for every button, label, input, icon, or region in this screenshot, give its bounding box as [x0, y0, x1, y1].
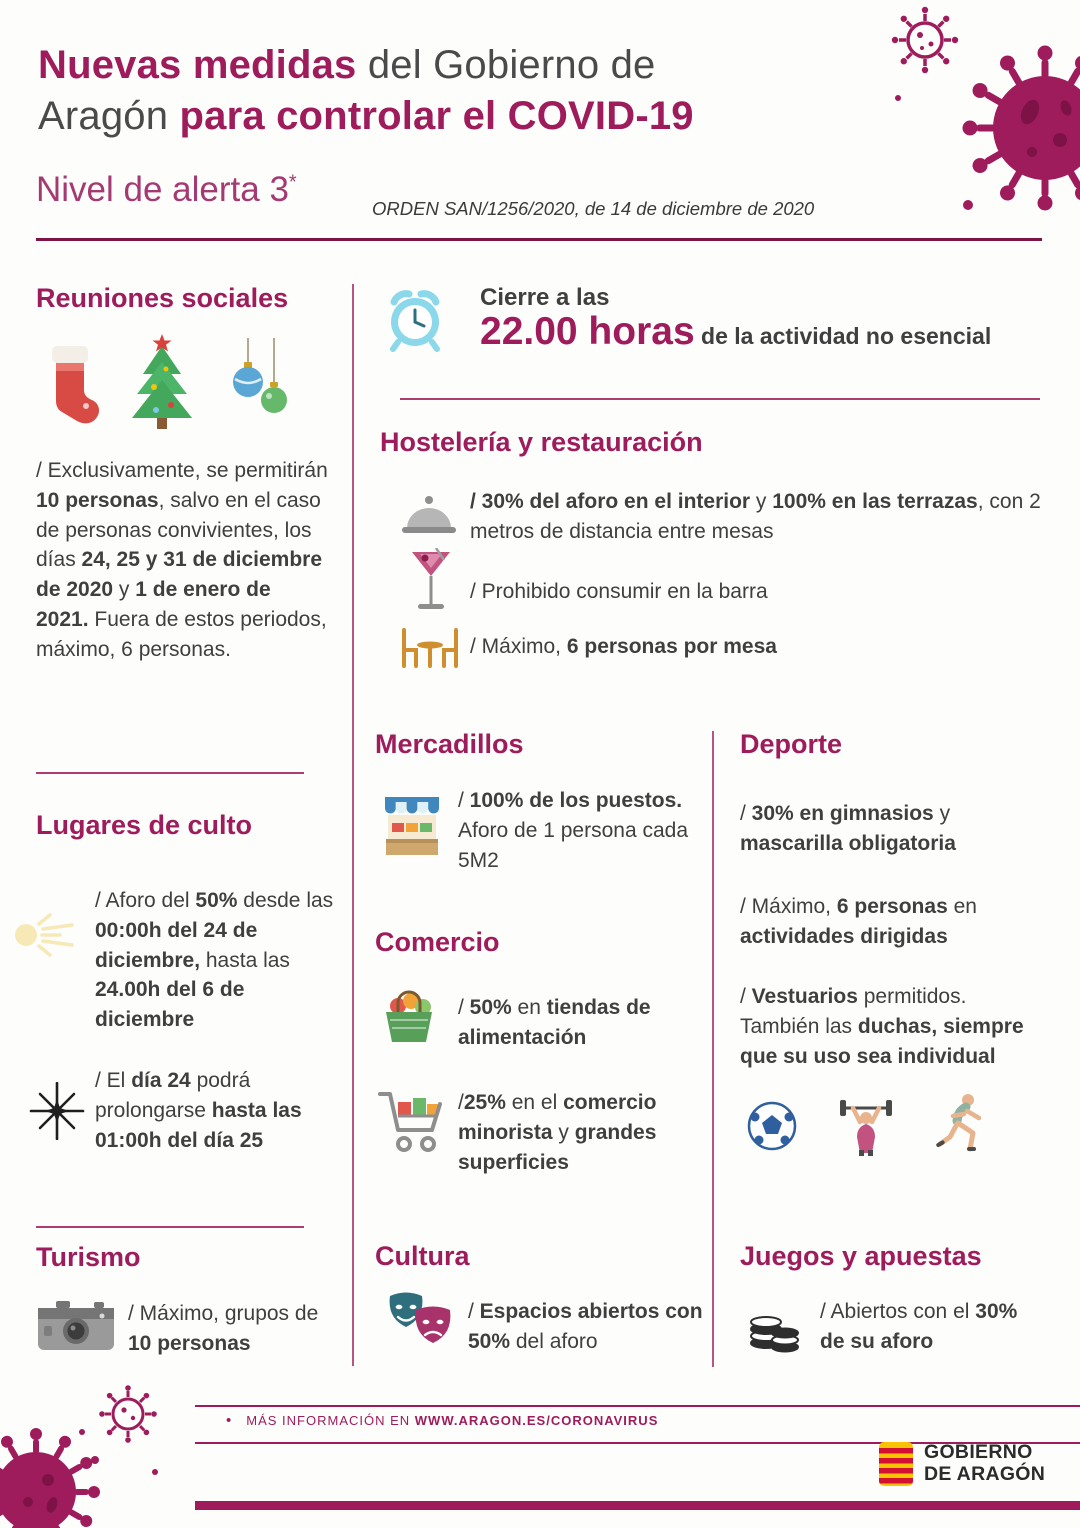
ornaments-icon — [224, 338, 290, 430]
section-title-cultura: Cultura — [375, 1241, 470, 1271]
deporte-item-2: / Máximo, 6 personas en actividades dirigidas — [740, 895, 977, 948]
deporte-item-3: / Vestuarios permitidos. También las duchas, siempre que su uso sea individual — [740, 985, 1024, 1068]
market-stall-icon — [382, 793, 442, 863]
gobierno-aragon-logo — [878, 1441, 1045, 1487]
logo-line-2: DE ARAGÓN — [924, 1463, 1046, 1485]
bullet-icon: • — [226, 1412, 233, 1429]
grocery-basket-icon — [378, 986, 440, 1048]
footer-info — [226, 1412, 658, 1429]
poker-chips-icon — [744, 1292, 802, 1354]
hosteleria-item-3: / Máximo, 6 personas por mesa — [470, 635, 777, 658]
cloche-icon — [400, 490, 458, 538]
footer-info-text — [246, 1413, 658, 1428]
divider-vertical-2 — [712, 731, 714, 1367]
divider-vertical-1 — [352, 284, 354, 1366]
section-title-mercadillos: Mercadillos — [375, 729, 524, 759]
order-reference: ORDEN SAN/1256/2020, de 14 de diciembre de 2020 — [372, 198, 815, 219]
hosteleria-item-2: / Prohibido consumir en la barra — [470, 580, 768, 603]
curfew-intro: Cierre a las — [480, 284, 610, 311]
section-title-comercio: Comercio — [375, 927, 500, 957]
section-title-hosteleria: Hostelería y restauración — [380, 427, 703, 457]
christmas-stocking-icon — [42, 342, 100, 430]
section-title-deporte: Deporte — [740, 729, 843, 759]
section-title-culto: Lugares de culto — [36, 810, 253, 840]
soccer-ball-icon — [746, 1100, 798, 1152]
deporte-item-1: / 30% en gimnasios y mascarilla obligatoria — [740, 802, 956, 855]
footer-divider-top — [195, 1405, 1080, 1407]
footer-info-url: WWW.ARAGON.ES/CORONAVIRUS — [414, 1413, 659, 1428]
section-title-reuniones: Reuniones sociales — [36, 283, 289, 313]
comercio-item-2: /25% en el comercio minorista y grandes superficies — [458, 1091, 657, 1174]
cultura-item: / Espacios abiertos con 50% del aforo — [468, 1300, 703, 1353]
alarm-clock-icon — [382, 282, 448, 352]
footer-accent-bar — [195, 1501, 1080, 1510]
aragon-flag-icon — [878, 1441, 914, 1487]
culto-item-1: / Aforo del 50% desde las 00:00h del 24 de diciembre, hasta las 24.00h del 6 de diciembre — [95, 889, 334, 1032]
section-title-juegos: Juegos y apuestas — [740, 1241, 982, 1271]
shopping-cart-icon — [376, 1086, 444, 1158]
mercadillos-item: / 100% de los puestos. Aforo de 1 persona cada 5M2 — [458, 789, 688, 872]
christmas-tree-icon — [126, 332, 198, 432]
alert-note-mark: * — [288, 171, 297, 194]
page-title-line-1: Nuevas medidas del Gobierno de — [38, 43, 656, 87]
cocktail-icon — [408, 548, 454, 618]
logo-text — [924, 1442, 1045, 1486]
sparkle-star-icon — [28, 1082, 86, 1140]
hosteleria-item-1: / 30% del aforo en el interior y 100% en las terrazas, con 2 metros de distancia entre mesas — [470, 490, 1041, 543]
virus-decoration-top-icon — [880, 0, 1080, 250]
curfew-time: 22.00 horas — [480, 310, 695, 353]
footer-info-prefix: MÁS INFORMACIÓN EN — [246, 1413, 415, 1428]
camera-icon — [36, 1296, 116, 1354]
turismo-item: / Máximo, grupos de 10 personas — [128, 1302, 319, 1355]
curfew-time-line — [480, 310, 991, 354]
runner-icon — [934, 1092, 989, 1158]
divider-left-1 — [36, 772, 304, 774]
divider-curfew — [400, 398, 1040, 400]
page-title-line-2: Aragón para controlar el COVID-19 — [38, 93, 694, 138]
sun-icon — [10, 905, 88, 965]
alert-level-text: Nivel de alerta 3 — [36, 170, 289, 209]
curfew-scope: de la actividad no esencial — [694, 323, 992, 349]
weightlifter-icon — [838, 1094, 894, 1156]
theater-masks-icon — [382, 1290, 458, 1356]
comercio-item-1: / 50% en tiendas de alimentación — [458, 996, 651, 1049]
logo-line-1: GOBIERNO — [924, 1441, 1033, 1464]
culto-item-2: / El día 24 podrá prolongarse hasta las 01:00h del día 25 — [95, 1069, 302, 1152]
divider-left-2 — [36, 1226, 304, 1228]
virus-decoration-bottom-icon — [0, 1380, 190, 1528]
juegos-item: / Abiertos con el 30% de su aforo — [820, 1300, 1018, 1353]
reuniones-body: / Exclusivamente, se permitirán 10 personas, salvo en el caso de personas convivientes, los días 24, 25 y 31 de diciembre de 2020 y 1 de enero de 2021. Fuera de estos periodos, máximo, 6 personas. — [36, 459, 328, 661]
alert-level — [36, 170, 297, 210]
section-title-turismo: Turismo — [36, 1242, 141, 1272]
table-chairs-icon — [398, 626, 462, 670]
page-title — [38, 40, 694, 142]
